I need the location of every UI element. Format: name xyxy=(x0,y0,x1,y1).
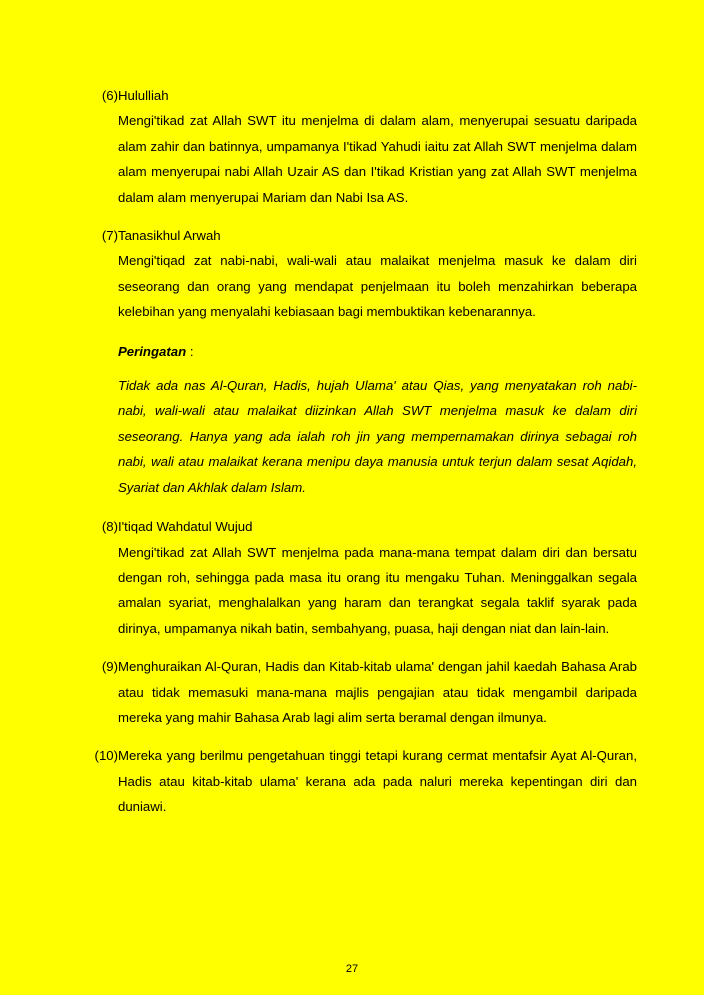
page-content xyxy=(93,83,637,833)
note-label-text: Peringatan xyxy=(118,343,187,359)
list-item xyxy=(93,514,637,641)
list-item-body: Mengi'tikad zat Allah SWT menjelma pada mana-mana tempat dalam diri dan bersatu dengan roh, sehingga pada masa itu orang itu mengaku Tuhan. Meninggalkan segala amalan syariat, menghalalkan yang haram dan terangkat segala taklif syarak pada dirinya, umpamanya nikah batin, sembahyang, puasa, haji dengan niat dan lain-lain. xyxy=(118,544,637,636)
list-item-body: Mengi'tikad zat Allah SWT itu menjelma di dalam alam, menyerupai sesuatu daripada alam zahir dan batinnya, umpamanya I'tikad Yahudi iaitu zat Allah SWT menjelma dalam alam menyerupai nabi Allah Uzair AS dan I'tikad Kristian yang zat Allah SWT menjelma dalam alam menyerupai Mariam dan Nabi Isa AS. xyxy=(118,113,637,205)
note-label-colon: : xyxy=(186,343,194,359)
list-item-body: Menghuraikan Al-Quran, Hadis dan Kitab-kitab ulama' dengan jahil kaedah Bahasa Arab atau tidak memasuki mana-mana majlis pengajian atau tidak mengambil daripada mereka yang mahir Bahasa Arab lagi alim serta beramal dengan ilmunya. xyxy=(118,659,637,725)
list-item-marker: (6) xyxy=(101,88,118,103)
note-text: Tidak ada nas Al-Quran, Hadis, hujah Ulama' atau Qias, yang menyatakan roh nabi-nabi, wali-wali atau malaikat diizinkan Allah SWT menjelma masuk ke dalam diri seseorang. Hanya yang ada ialah roh jin yang mempernamakan dirinya sebagai roh nabi, wali atau malaikat kerana menipu daya manusia untuk terjun dalam sesat Aqidah, Syariat dan Akhlak dalam Islam. xyxy=(118,378,637,495)
list-item xyxy=(93,654,637,730)
list-item xyxy=(93,743,637,819)
list-item xyxy=(93,223,637,325)
list-item-marker: (7) xyxy=(101,228,118,244)
note-label xyxy=(118,339,637,364)
page-number: 27 xyxy=(345,963,359,975)
list-item-heading: Hululliah xyxy=(118,88,169,103)
list-item-body: Mereka yang berilmu pengetahuan tinggi tetapi kurang cermat mentafsir Ayat Al-Quran, Hadis atau kitab-kitab ulama' kerana ada pada naluri mereka kepentingan diri dan duniawi. xyxy=(118,748,637,815)
list-item xyxy=(93,83,637,210)
list-item-marker: (8) xyxy=(101,519,118,535)
list-item-heading: Tanasikhul Arwah xyxy=(118,228,221,244)
list-item-marker: (9) xyxy=(101,659,118,675)
list-item-marker: (10) xyxy=(94,748,118,764)
note-block xyxy=(93,339,637,500)
list-item-body: Mengi'tiqad zat nabi-nabi, wali-wali atau malaikat menjelma masuk ke dalam diri seseorang dan orang yang mendapat penjelmaan itu boleh menzahirkan beberapa kelebihan yang menyalahi kebiasaan bagi membuktikan kebenarannya. xyxy=(118,253,637,320)
list-item-heading: I'tiqad Wahdatul Wujud xyxy=(118,519,253,535)
